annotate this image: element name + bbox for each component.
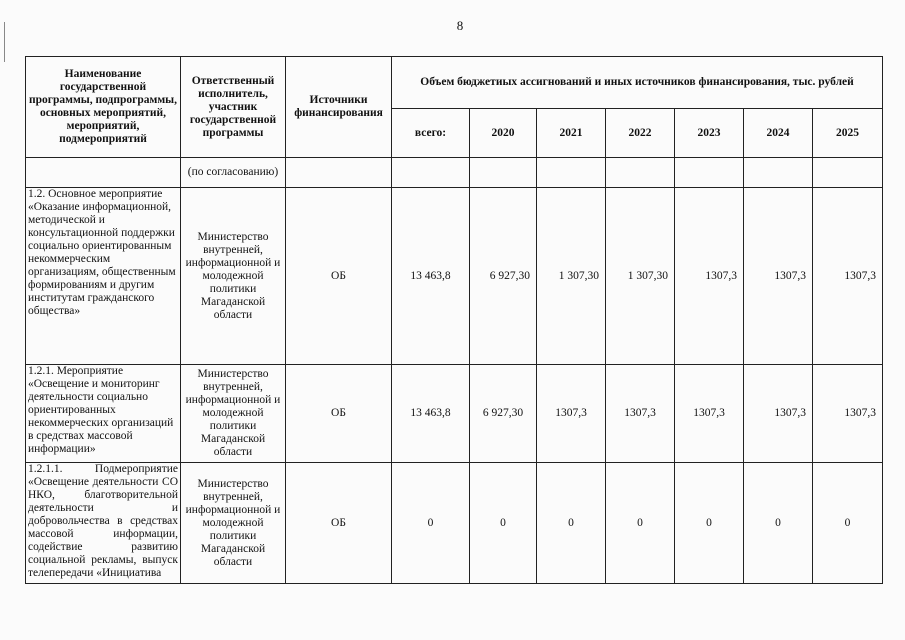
row-executor: (по согласованию) <box>181 158 286 188</box>
header-year: 2020 <box>470 109 537 158</box>
header-year: 2022 <box>606 109 675 158</box>
row-name: 1.2. Основное мероприятие «Оказание информационной, методической и консультационной поддержки социально ориентированным некоммерческим организациям, общественным формированиям и другим институтам гражданского общества» <box>26 188 181 365</box>
header-executor: Ответственный исполнитель, участник государственной программы <box>181 57 286 158</box>
row-value: 1307,3 <box>675 188 744 365</box>
row-total: 0 <box>392 463 470 584</box>
row-value: 1307,3 <box>744 365 813 463</box>
row-value: 1 307,30 <box>537 188 606 365</box>
header-sources: Источники финансирования <box>286 57 392 158</box>
header-year: 2025 <box>813 109 883 158</box>
row-value: 6 927,30 <box>470 365 537 463</box>
row-value: 0 <box>470 463 537 584</box>
row-executor: Министерство внутренней, информационной и молодежной политики Магаданской области <box>181 188 286 365</box>
row-value: 1307,3 <box>744 188 813 365</box>
row-value: 0 <box>537 463 606 584</box>
row-value <box>470 158 537 188</box>
row-value: 0 <box>813 463 883 584</box>
row-executor: Министерство внутренней, информационной и молодежной политики Магаданской области <box>181 365 286 463</box>
row-value: 0 <box>744 463 813 584</box>
row-executor: Министерство внутренней, информационной и молодежной политики Магаданской области <box>181 463 286 584</box>
scan-edge-mark <box>4 22 5 62</box>
row-name <box>26 158 181 188</box>
row-value: 1307,3 <box>675 365 744 463</box>
row-value: 0 <box>606 463 675 584</box>
row-value: 1307,3 <box>813 188 883 365</box>
row-value <box>675 158 744 188</box>
row-total <box>392 158 470 188</box>
budget-table <box>25 56 883 584</box>
header-volume: Объем бюджетиых ассигнований и иных источников финансирования, тыс. рублей <box>392 57 883 109</box>
header-year: 2024 <box>744 109 813 158</box>
row-value: 1307,3 <box>537 365 606 463</box>
row-name: 1.2.1. Мероприятие «Освещение и мониторинг деятельности социально ориентированных некоммерческих организаций в средствах массовой информации» <box>26 365 181 463</box>
row-source: ОБ <box>286 463 392 584</box>
row-total: 13 463,8 <box>392 188 470 365</box>
row-source: ОБ <box>286 365 392 463</box>
row-value <box>744 158 813 188</box>
row-value <box>537 158 606 188</box>
header-year: 2021 <box>537 109 606 158</box>
header-year: 2023 <box>675 109 744 158</box>
table-row <box>26 365 883 463</box>
row-value: 1307,3 <box>813 365 883 463</box>
row-value: 1307,3 <box>606 365 675 463</box>
row-value <box>606 158 675 188</box>
row-source: ОБ <box>286 188 392 365</box>
row-value <box>813 158 883 188</box>
row-value: 0 <box>675 463 744 584</box>
page-number: 8 <box>456 18 464 33</box>
header-total: всего: <box>392 109 470 158</box>
row-value: 6 927,30 <box>470 188 537 365</box>
table-row <box>26 463 883 584</box>
row-source <box>286 158 392 188</box>
table-row <box>26 188 883 365</box>
table-row <box>26 158 883 188</box>
row-name: 1.2.1.1. Подмероприятие «Освещение деятельности СО НКО, благотворительной деятельности и добровольчества в средствах массовой информации, содействие развитию социальной рекламы, выпуск телепередачи «Инициатива <box>26 463 181 584</box>
row-total: 13 463,8 <box>392 365 470 463</box>
header-name: Наименование государственной программы, подпрограммы, основных мероприятий, мероприятий, подмероприятий <box>26 57 181 158</box>
row-value: 1 307,30 <box>606 188 675 365</box>
